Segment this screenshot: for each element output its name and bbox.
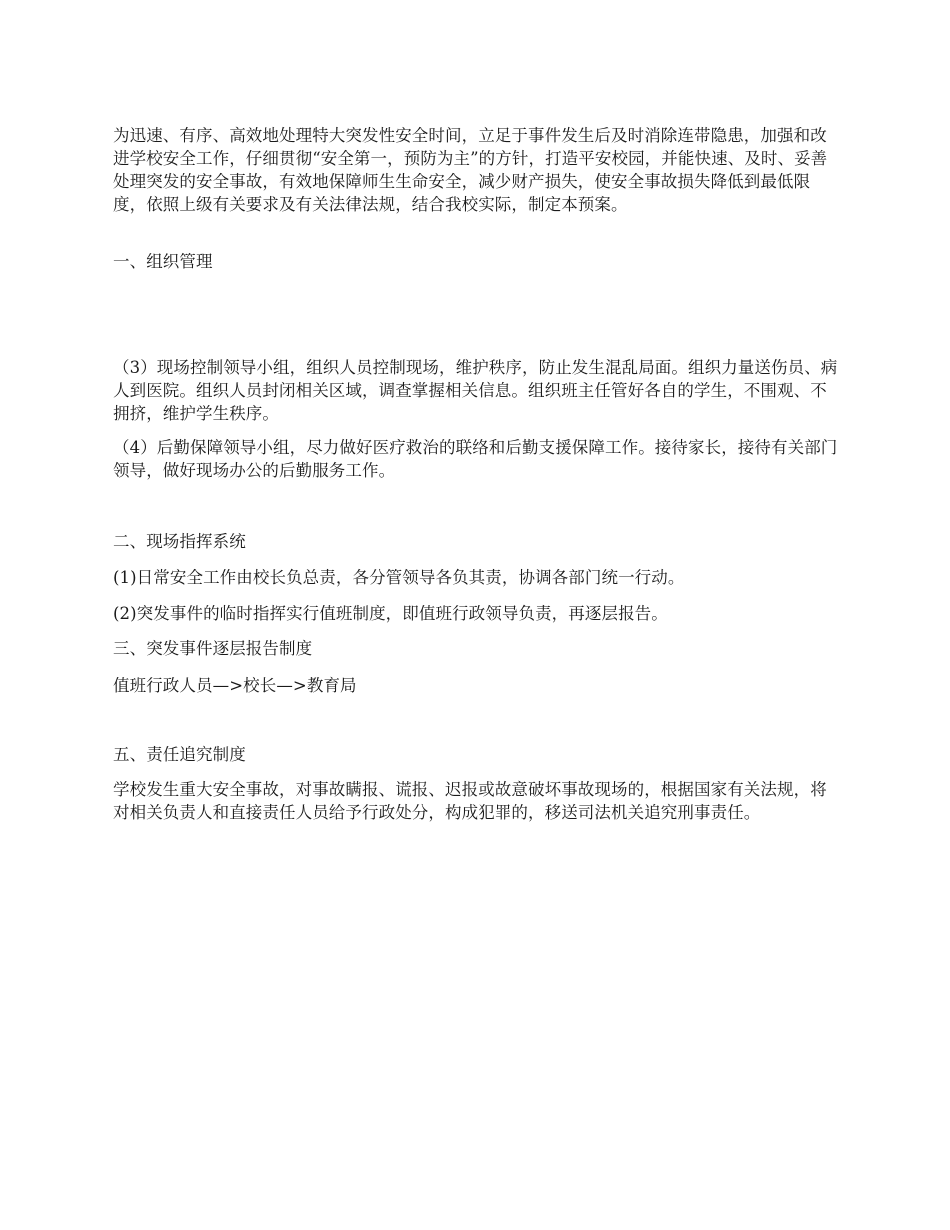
intro-paragraph: 为迅速、有序、高效地处理特大突发性安全时间，立足于事件发生后及时消除连带隐患，加强和改进学校安全工作，仔细贯彻“安全第一，预防为主”的方针，打造平安校园，并能快速、及时、妥善处理突发的安全事故，有效地保障师生生命安全，减少财产损失，使安全事故损失降低到最低限度，依照上级有关要求及有关法律法规，结合我校实际，制定本预案。	[113, 126, 828, 214]
section-5-paragraph: 学校发生重大安全事故，对事故瞒报、谎报、迟报或故意破坏事故现场的，根据国家有关法规，将对相关负责人和直接责任人员给予行政处分，构成犯罪的，移送司法机关追究刑事责任。	[113, 780, 827, 822]
section-3-reporting-chain: 值班行政人员—>校长—>教育局	[113, 676, 357, 695]
section-3-heading: 三、突发事件逐层报告制度	[113, 639, 313, 658]
section-2-heading: 二、现场指挥系统	[113, 532, 246, 551]
section-2-item-2: (2)突发事件的临时指挥实行值班制度，即值班行政领导负责，再逐层报告。	[113, 604, 668, 623]
item-4-paragraph: （4）后勤保障领导小组，尽力做好医疗救治的联络和后勤支援保障工作。接待家长，接待有关部门领导，做好现场办公的后勤服务工作。	[113, 438, 838, 480]
section-5-heading: 五、责任追究制度	[113, 745, 246, 764]
section-1-heading: 一、组织管理	[113, 252, 213, 271]
item-3-paragraph: （3）现场控制领导小组，组织人员控制现场，维护秩序，防止发生混乱局面。组织力量送伤员、病人到医院。组织人员封闭相关区域，调查掌握相关信息。组织班主任管好各自的学生，不围观、不拥挤，维护学生秩序。	[113, 358, 838, 423]
section-2-item-1: (1)日常安全工作由校长负总责，各分管领导各负其责，协调各部门统一行动。	[113, 568, 685, 587]
